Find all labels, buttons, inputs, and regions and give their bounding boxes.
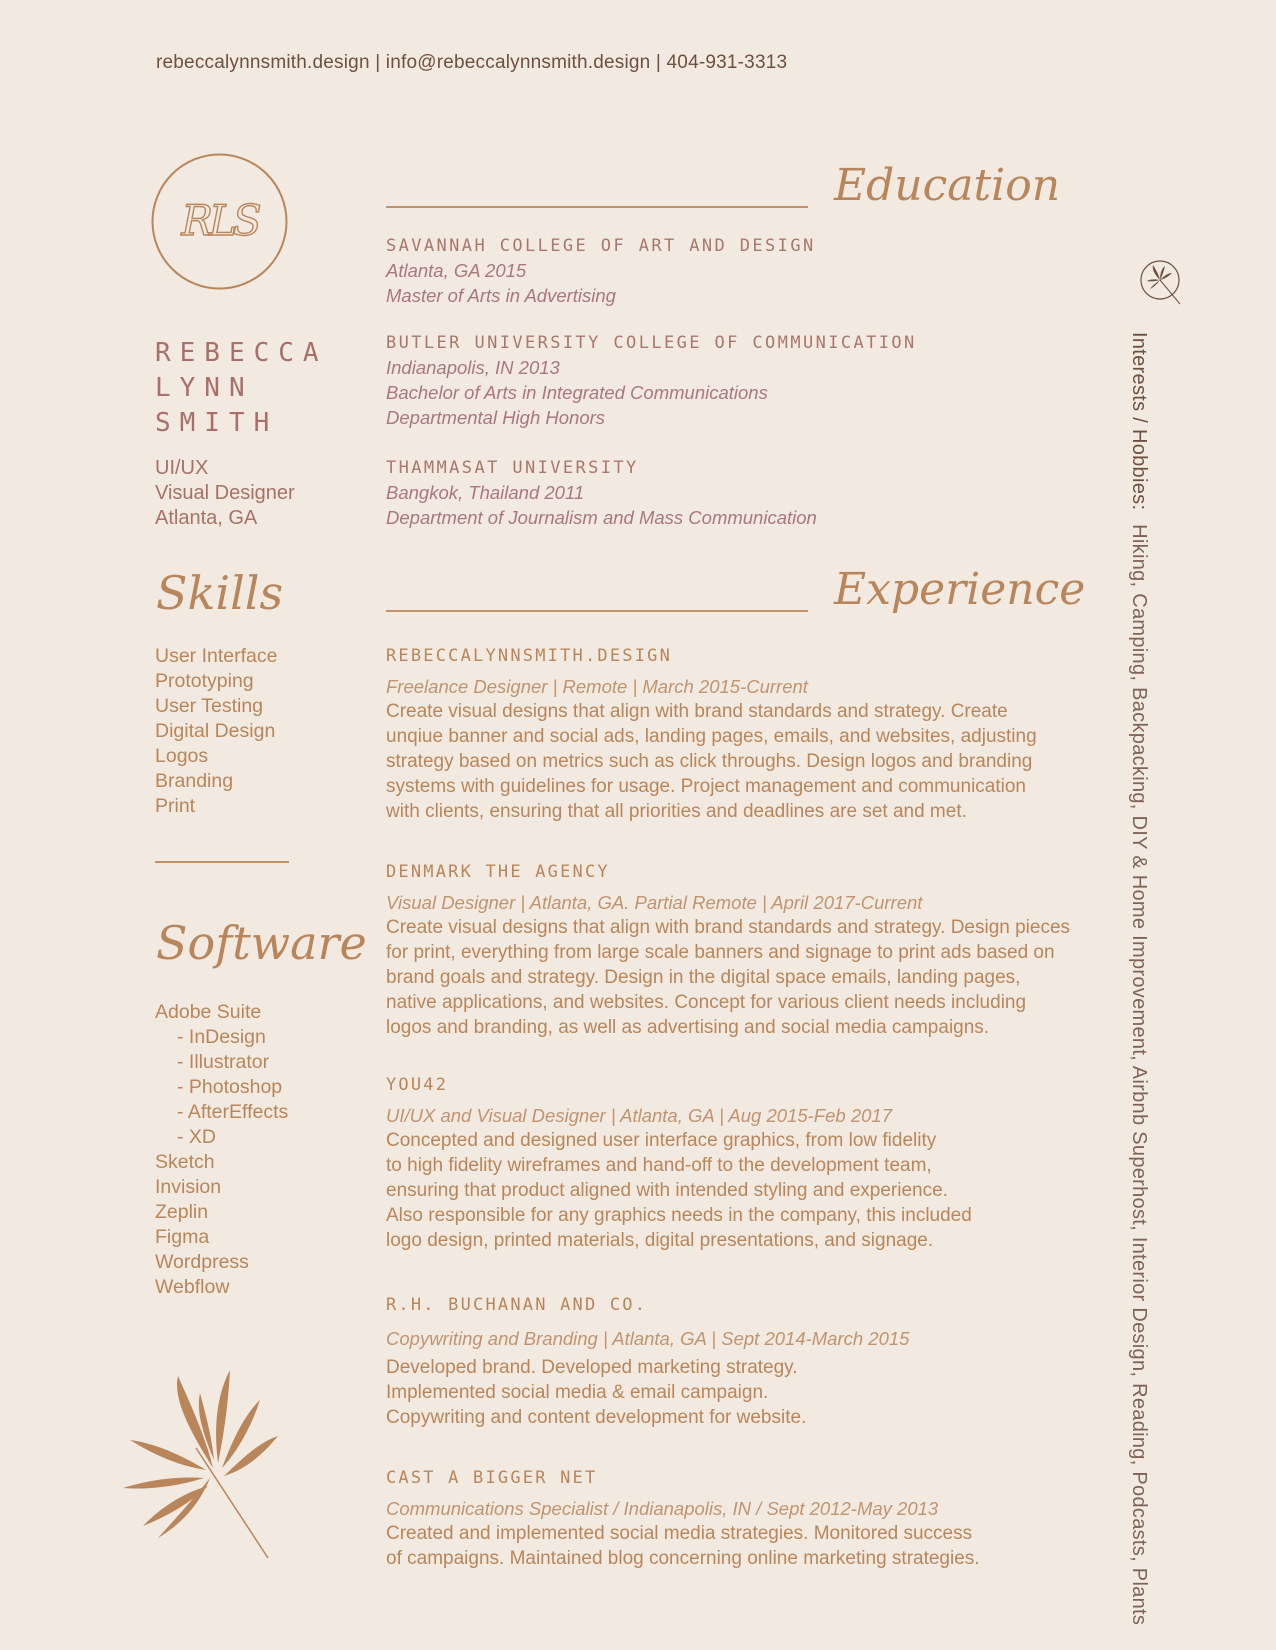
role-block: [155, 456, 295, 531]
education-entry: [386, 458, 817, 530]
job-meta: Freelance Designer | Remote | March 2015-Current: [386, 676, 808, 697]
list-item: - Photoshop: [177, 1076, 283, 1098]
interests-values: Hiking, Camping, Backpacking, DIY & Home Improvement, Airbnb Superhost, Interior Design, Reading, Podcasts, Plants: [1128, 524, 1150, 1626]
job-entry: [386, 1468, 1086, 1571]
list-item: User Interface: [155, 645, 278, 667]
job-entry: [386, 1295, 1086, 1430]
divider: [155, 861, 289, 863]
name-last: SMITH: [155, 408, 279, 438]
role-line: UI/UX: [155, 457, 209, 479]
contact-line: rebeccalynnsmith.design | info@rebeccalynnsmith.design | 404-931-3313: [156, 52, 788, 73]
list-item: Branding: [155, 770, 234, 792]
list-item: Invision: [155, 1176, 222, 1198]
school-line: Atlanta, GA 2015: [386, 260, 527, 281]
job-description: Developed brand. Developed marketing strategy. Implemented social media & email campaign. Copywriting and content development for website.: [386, 1357, 807, 1428]
company-name: R.H. BUCHANAN AND CO.: [386, 1295, 648, 1315]
job-description: Created and implemented social media strategies. Monitored success of campaigns. Maintained blog concerning online marketing strategies.: [386, 1523, 980, 1569]
job-meta: UI/UX and Visual Designer | Atlanta, GA | Aug 2015-Feb 2017: [386, 1105, 892, 1126]
list-item: Print: [155, 795, 196, 817]
job-description: Create visual designs that align with brand standards and strategy. Design pieces for print, everything from large scale banners and signage to print ads based on brand goals and strategy. Design in the digital space emails, landing pages, native applications, and websites. Concept for various client needs including logos and branding, as well as advertising and social media campaigns.: [386, 917, 1071, 1038]
software-list: [155, 1000, 288, 1300]
skills-list: [155, 644, 277, 819]
list-item: Sketch: [155, 1151, 215, 1173]
company-name: REBECCALYNNSMITH.DESIGN: [386, 646, 673, 666]
school-line: Bangkok, Thailand 2011: [386, 482, 585, 503]
role-line: Atlanta, GA: [155, 507, 258, 529]
list-item: - XD: [177, 1126, 216, 1148]
experience-heading: Experience: [834, 564, 1086, 615]
list-item: Prototyping: [155, 670, 254, 692]
leaf-badge-icon: [1138, 258, 1184, 308]
monogram-logo: [151, 153, 288, 290]
job-description: Concepted and designed user interface graphics, from low fidelity to high fidelity wireframes and hand-off to the development team, ensuring that product aligned with intended styling and experience. Also responsible for any graphics needs in the company, this included logo design, printed materials, digital presentations, and signage.: [386, 1130, 972, 1251]
job-entry: [386, 646, 1086, 824]
company-name: DENMARK THE AGENCY: [386, 862, 610, 882]
skills-heading: Skills: [156, 566, 284, 620]
job-description: Create visual designs that align with brand standards and strategy. Create unqiue banner and social ads, landing pages, emails, and websites, adjusting strategy based on metrics such as click throughs. Design logos and branding systems with guidelines for usage. Project management and communication with clients, ensuring that all priorities and deadlines are set and met.: [386, 701, 1037, 822]
list-item: Zeplin: [155, 1201, 209, 1223]
job-entry: [386, 862, 1086, 1040]
list-item: - AfterEffects: [177, 1101, 289, 1123]
software-heading: Software: [156, 916, 367, 970]
list-item: Webflow: [155, 1276, 230, 1298]
name-first: REBECCA: [155, 338, 328, 368]
interests-vertical: [1127, 332, 1150, 1625]
list-item: Figma: [155, 1226, 210, 1248]
job-meta: Copywriting and Branding | Atlanta, GA | Sept 2014-March 2015: [386, 1328, 910, 1349]
education-entry: [386, 236, 816, 308]
experience-rule: [386, 610, 808, 612]
school-line: Indianapolis, IN 2013: [386, 357, 560, 378]
company-name: CAST A BIGGER NET: [386, 1468, 598, 1488]
education-entry: [386, 333, 917, 430]
school-line: Bachelor of Arts in Integrated Communications: [386, 382, 768, 403]
list-item: Wordpress: [155, 1251, 249, 1273]
school-line: Department of Journalism and Mass Communication: [386, 507, 817, 528]
list-item: User Testing: [155, 695, 264, 717]
monogram-text: RLS: [181, 196, 258, 245]
job-meta: Visual Designer | Atlanta, GA. Partial Remote | April 2017-Current: [386, 892, 923, 913]
company-name: YOU42: [386, 1075, 449, 1095]
role-line: Visual Designer: [155, 482, 295, 504]
school-name: BUTLER UNIVERSITY COLLEGE OF COMMUNICATION: [386, 333, 917, 353]
school-name: THAMMASAT UNIVERSITY: [386, 458, 639, 478]
list-item: - InDesign: [177, 1026, 266, 1048]
job-meta: Communications Specialist / Indianapolis, IN / Sept 2012-May 2013: [386, 1498, 939, 1519]
education-heading: Education: [834, 160, 1061, 211]
school-name: SAVANNAH COLLEGE OF ART AND DESIGN: [386, 236, 816, 256]
school-line: Departmental High Honors: [386, 407, 606, 428]
leaf-illustration: [118, 1368, 288, 1563]
interests-label: Interests / Hobbies:: [1128, 332, 1150, 511]
list-item: - Illustrator: [177, 1051, 270, 1073]
list-item: Logos: [155, 745, 209, 767]
school-line: Master of Arts in Advertising: [386, 285, 616, 306]
education-rule: [386, 206, 808, 208]
person-name: [155, 336, 328, 441]
name-middle: LYNN: [155, 373, 254, 403]
list-item: Digital Design: [155, 720, 276, 742]
list-item: Adobe Suite: [155, 1001, 262, 1023]
job-entry: [386, 1075, 1086, 1253]
